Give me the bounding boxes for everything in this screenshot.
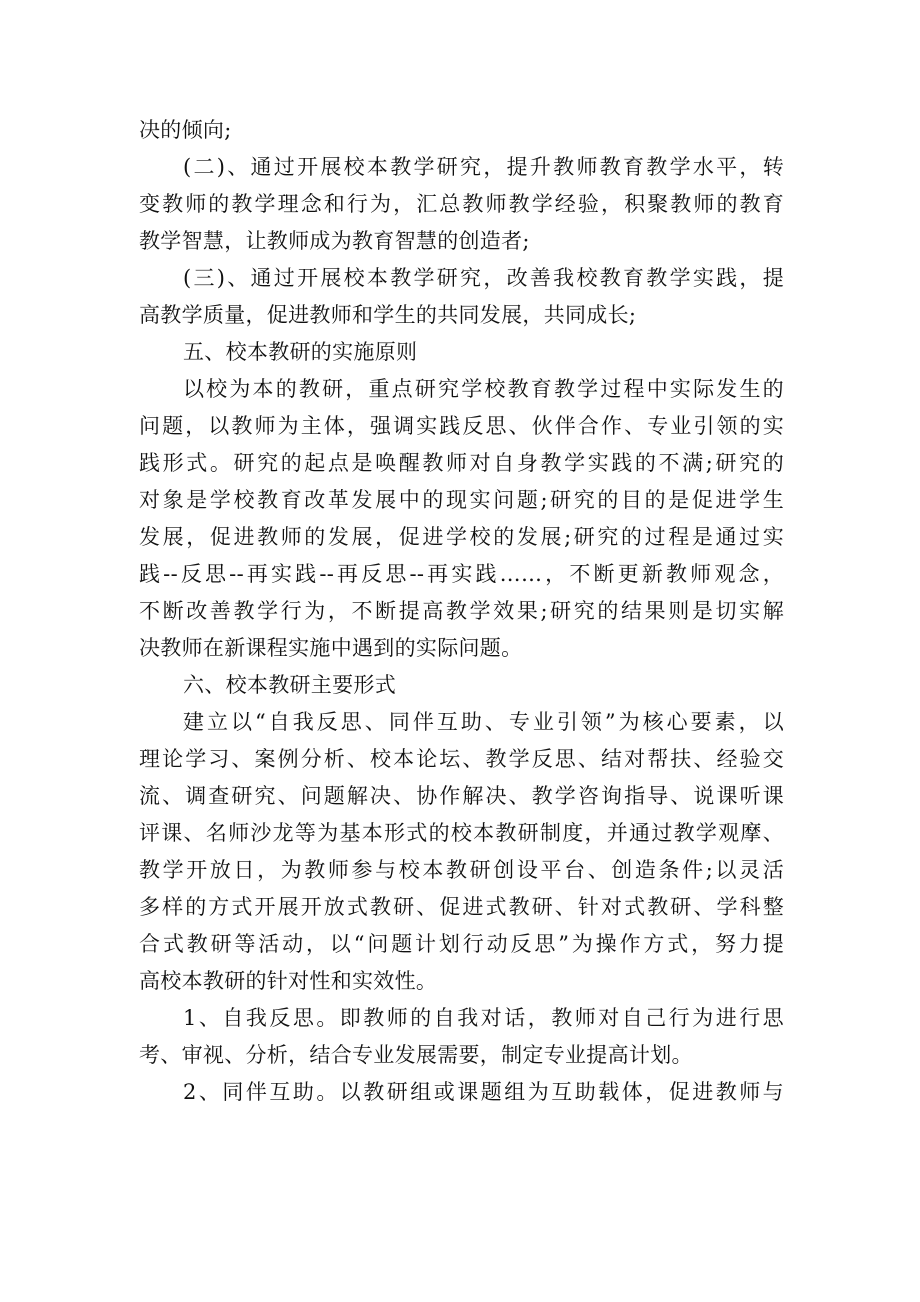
text-line: 发展，促进教师的发展，促进学校的发展;研究的过程是通过实 — [139, 525, 784, 549]
text-line: 流、调查研究、问题解决、协作解决、教学咨询指导、说课听课 — [139, 784, 784, 808]
section-heading: 六、校本教研主要形式 — [183, 673, 396, 697]
text-line: 合式教研等活动，以“问题计划行动反思”为操作方式，努力提 — [139, 932, 784, 956]
text-line: 高校本教研的针对性和实效性。 — [139, 969, 438, 993]
document-body — [139, 112, 784, 1111]
section-heading: 五、校本教研的实施原则 — [183, 340, 418, 364]
text-line: 教学智慧，让教师成为教育智慧的创造者; — [139, 229, 530, 253]
text-line: 决的倾向; — [139, 118, 232, 142]
text-line: 不断改善教学行为，不断提高教学效果;研究的结果则是切实解 — [139, 599, 784, 623]
text-line: 1、自我反思。即教师的自我对话，教师对自己行为进行思 — [183, 1006, 784, 1030]
text-line: 评课、名师沙龙等为基本形式的校本教研制度，并通过教学观摩、 — [139, 821, 784, 845]
text-line: 教学开放日，为教师参与校本教研创设平台、创造条件;以灵活 — [139, 858, 784, 882]
text-line: 践形式。研究的起点是唤醒教师对自身教学实践的不满;研究的 — [139, 451, 784, 475]
text-line: (二)、通过开展校本教学研究，提升教师教育教学水平，转 — [183, 155, 784, 179]
text-line: 以校为本的教研，重点研究学校教育教学过程中实际发生的 — [183, 377, 784, 401]
text-line: 建立以“自我反思、同伴互助、专业引领”为核心要素，以 — [183, 710, 784, 734]
text-line: 践--反思--再实践--再反思--再实践……，不断更新教师观念， — [139, 562, 784, 586]
text-line: 理论学习、案例分析、校本论坛、教学反思、结对帮扶、经验交 — [139, 747, 784, 771]
text-line: 对象是学校教育改革发展中的现实问题;研究的目的是促进学生 — [139, 488, 784, 512]
text-line: 考、审视、分析，结合专业发展需要，制定专业提高计划。 — [139, 1043, 693, 1067]
text-line: 变教师的教学理念和行为，汇总教师教学经验，积聚教师的教育 — [139, 192, 784, 216]
text-line: (三)、通过开展校本教学研究，改善我校教育教学实践，提 — [183, 266, 784, 290]
text-line: 决教师在新课程实施中遇到的实际问题。 — [139, 636, 523, 660]
text-line: 2、同伴互助。以教研组或课题组为互助载体，促进教师与 — [183, 1080, 784, 1104]
text-line: 问题，以教师为主体，强调实践反思、伙伴合作、专业引领的实 — [139, 414, 784, 438]
text-line: 多样的方式开展开放式教研、促进式教研、针对式教研、学科整 — [139, 895, 784, 919]
text-line: 高教学质量，促进教师和学生的共同发展，共同成长; — [139, 303, 637, 327]
